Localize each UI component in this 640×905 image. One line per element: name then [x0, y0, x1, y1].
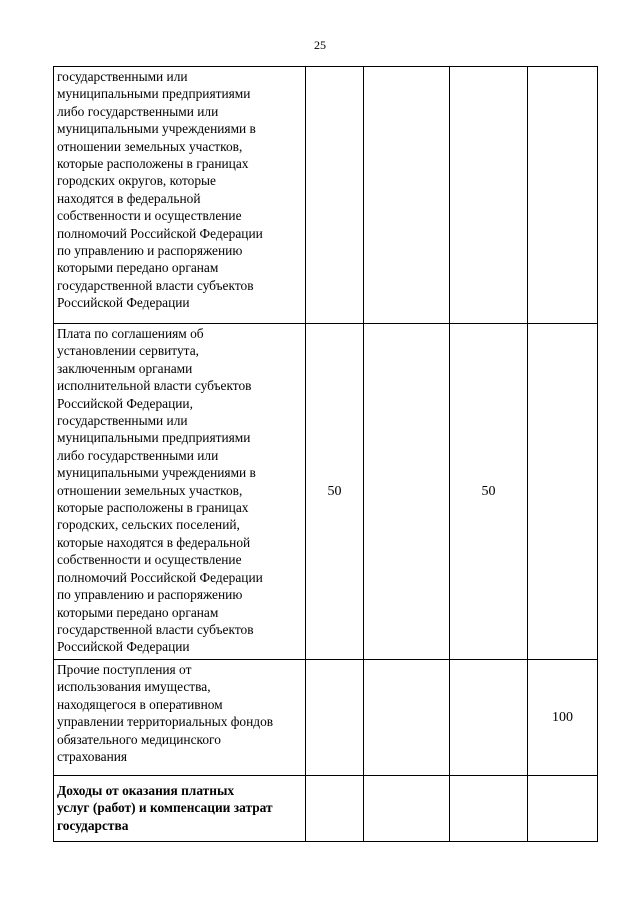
description-line: заключенным органами — [57, 360, 193, 376]
value-cell — [450, 660, 528, 776]
description-line: которые находятся в федеральной — [57, 534, 251, 550]
description-line: управлении территориальных фондов — [57, 714, 274, 730]
description-line: Российской Федерации, — [57, 395, 193, 411]
description-line: Плата по соглашениям об — [57, 326, 204, 341]
description-line: Доходы от оказания платных — [57, 783, 235, 798]
description-line: которыми передано органам — [57, 604, 219, 620]
description-line: собственности и осуществление — [57, 552, 242, 568]
description-line: находятся в федеральной — [57, 190, 201, 206]
row-description — [54, 324, 306, 660]
description-line: государственными или — [57, 69, 188, 84]
table-row — [54, 776, 598, 842]
description-line: Прочие поступления от — [57, 662, 192, 677]
value-cell: 100 — [528, 660, 598, 776]
description-line: государства — [57, 817, 129, 833]
row-description — [54, 660, 306, 776]
value-cell — [364, 660, 450, 776]
description-line: исполнительной власти субъектов — [57, 378, 252, 394]
description-line: обязательного медицинского — [57, 731, 221, 747]
value-cell — [306, 660, 364, 776]
value-cell — [450, 67, 528, 324]
description-line: государственными или — [57, 413, 188, 429]
description-line: полномочий Российской Федерации — [57, 225, 263, 241]
description-line: муниципальными предприятиями — [57, 86, 251, 102]
description-line: либо государственными или — [57, 447, 219, 463]
description-line: Российской Федерации — [57, 295, 190, 311]
value-cell — [364, 324, 450, 660]
description-line: которыми передано органам — [57, 260, 219, 276]
description-line: городских, сельских поселений, — [57, 517, 240, 533]
description-line: собственности и осуществление — [57, 208, 242, 224]
value-cell — [306, 67, 364, 324]
value-cell: 50 — [450, 324, 528, 660]
description-line: городских округов, которые — [57, 173, 216, 189]
description-line: по управлению и распоряжению — [57, 243, 243, 259]
value-cell — [306, 776, 364, 842]
description-line: отношении земельных участков, — [57, 482, 243, 498]
value-cell — [364, 67, 450, 324]
description-line: либо государственными или — [57, 103, 219, 119]
table-row — [54, 660, 598, 776]
value-cell — [450, 776, 528, 842]
value-cell — [364, 776, 450, 842]
description-line: государственной власти субъектов — [57, 621, 254, 637]
description-line: по управлению и распоряжению — [57, 587, 243, 603]
value-cell — [528, 776, 598, 842]
description-line: Российской Федерации — [57, 639, 190, 655]
table-row — [54, 324, 598, 660]
budget-table — [53, 66, 598, 842]
description-line: которые расположены в границах — [57, 500, 249, 516]
page-number: 25 — [314, 38, 326, 52]
row-description — [54, 776, 306, 842]
description-line: использования имущества, — [57, 679, 211, 695]
description-line: находящегося в оперативном — [57, 696, 223, 712]
description-line: государственной власти субъектов — [57, 277, 254, 293]
description-line: полномочий Российской Федерации — [57, 569, 263, 585]
value-cell — [528, 324, 598, 660]
row-description — [54, 67, 306, 324]
table-row — [54, 67, 598, 324]
description-line: муниципальными предприятиями — [57, 430, 251, 446]
description-line: услуг (работ) и компенсации затрат — [57, 800, 273, 816]
description-line: установлении сервитута, — [57, 343, 199, 359]
value-cell — [528, 67, 598, 324]
description-line: отношении земельных участков, — [57, 138, 243, 154]
value-cell: 50 — [306, 324, 364, 660]
description-line: страхования — [57, 749, 128, 765]
description-line: муниципальными учреждениями в — [57, 121, 256, 137]
description-line: муниципальными учреждениями в — [57, 465, 256, 481]
description-line: которые расположены в границах — [57, 156, 249, 172]
